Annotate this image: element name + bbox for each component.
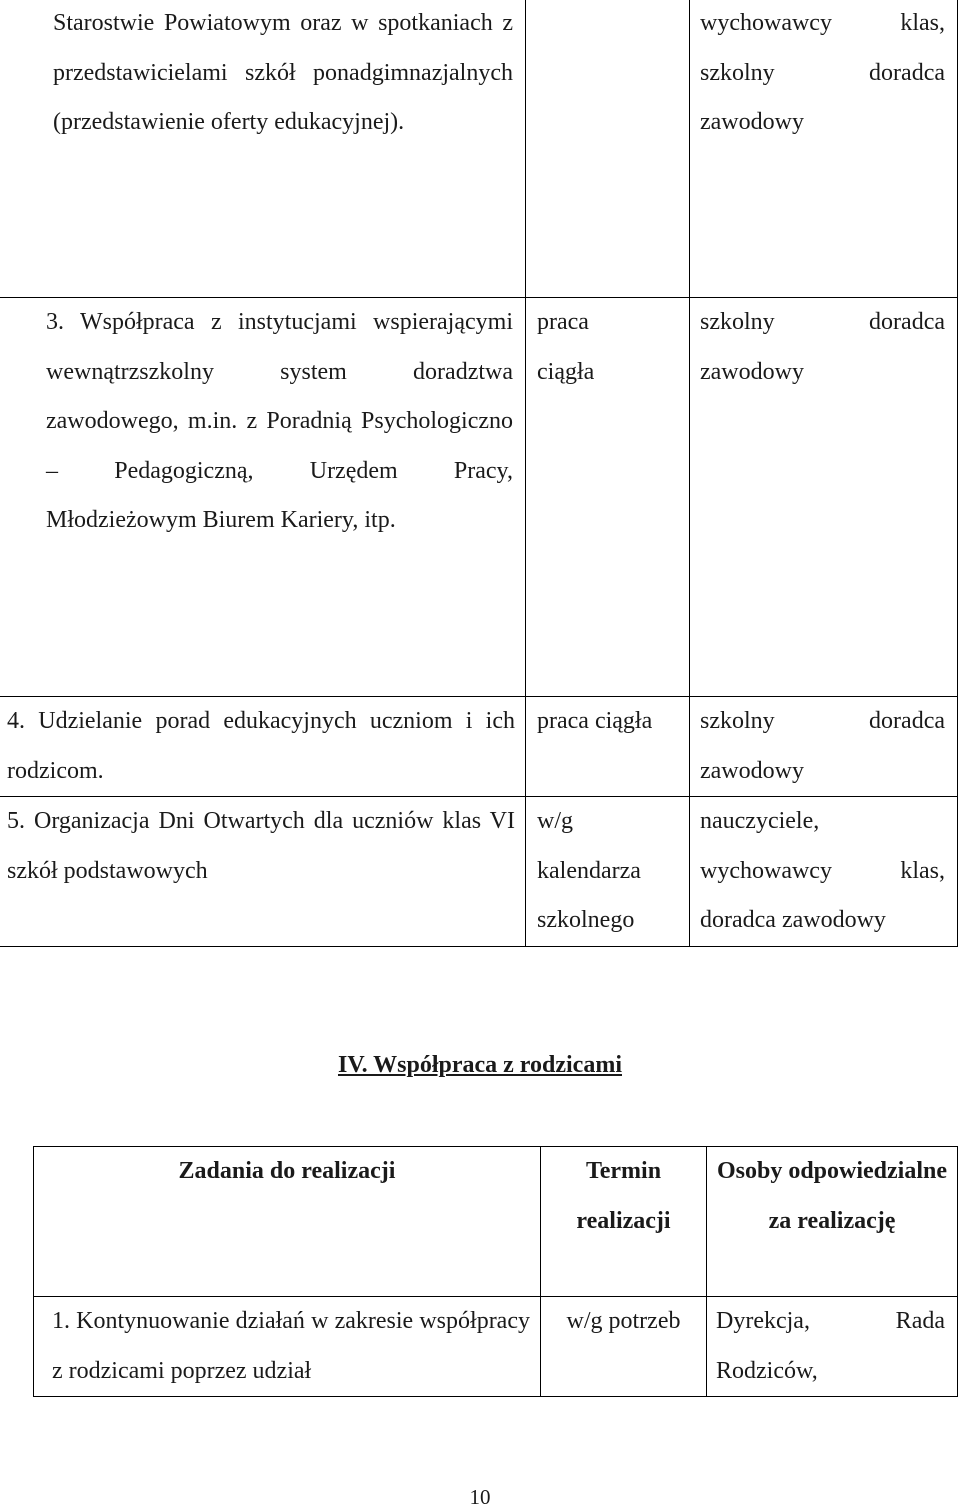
header-row [34,1147,958,1297]
parents-cooperation-table [33,1146,958,1397]
term-cell: w/g kalendarza szkolnego [526,797,690,947]
persons-cell: szkolny doradca zawodowy [690,298,958,697]
table-row [0,298,958,697]
table-row [0,797,958,947]
section-heading: IV. Współpraca z rodzicami [337,1052,622,1078]
term-cell [526,0,690,298]
task-cell: 3. Współpraca z instytucjami wspierającymi wewnątrzszkolny system doradztwa zawodowego, m.in. z Poradnią Psychologiczno – Pedagogiczną, Urzędem Pracy, Młodzieżowym Biurem Kariery, itp. [0,298,526,697]
persons-cell: Dyrekcja, Rada Rodziców, [707,1297,958,1397]
persons-cell: wychowawcy klas, szkolny doradca zawodowy [690,0,958,298]
term-cell: praca ciągła [526,298,690,697]
header-tasks: Zadania do realizacji [34,1147,541,1297]
term-cell: praca ciągła [526,697,690,797]
header-persons: Osoby odpowiedzialne za realizację [707,1147,958,1297]
task-cell: Starostwie Powiatowym oraz w spotkaniach z przedstawicielami szkół ponadgimnazjalnych (przedstawienie oferty edukacyjnej). [0,0,526,298]
page-number: 10 [469,1485,491,1509]
task-cell: 4. Udzielanie porad edukacyjnych uczniom i ich rodzicom. [0,697,526,797]
table-row [34,1297,958,1397]
task-cell: 1. Kontynuowanie działań w zakresie współpracy z rodzicami poprzez udział [34,1297,541,1397]
table-row [0,0,958,298]
persons-cell: nauczyciele, wychowawcy klas, doradca zawodowy [690,797,958,947]
term-cell: w/g potrzeb [541,1297,707,1397]
header-term: Termin realizacji [541,1147,707,1297]
table-row [0,697,958,797]
task-cell: 5. Organizacja Dni Otwartych dla uczniów klas VI szkół podstawowych [0,797,526,947]
persons-cell: szkolny doradca zawodowy [690,697,958,797]
